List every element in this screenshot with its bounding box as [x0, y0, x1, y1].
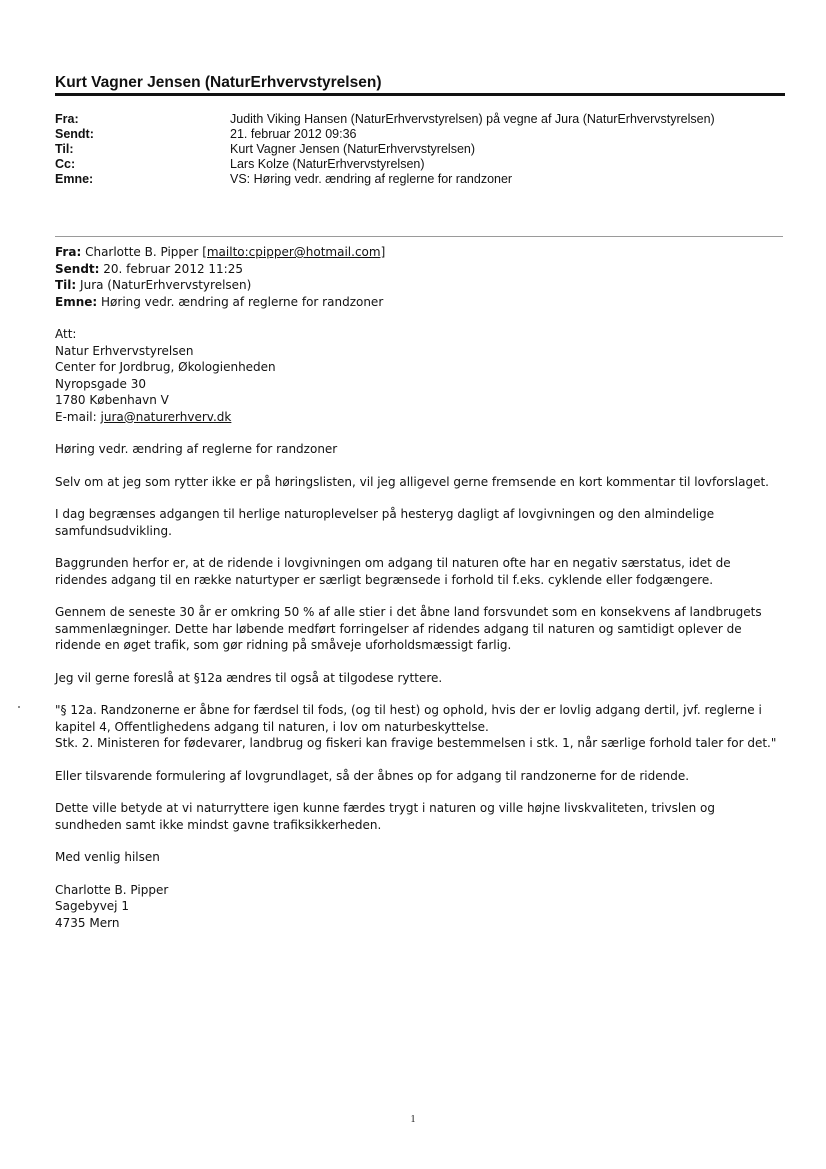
address-line: Natur Erhvervstyrelsen — [55, 343, 194, 358]
header-label: Til: — [55, 142, 74, 156]
email-header — [55, 112, 795, 187]
forwarded-from-value: Charlotte B. Pipper — [85, 245, 199, 259]
forwarded-subject-label: Emne: — [55, 294, 98, 309]
paragraph: Gennem de seneste 30 år er omkring 50 % af alle stier i det åbne land forsvundet som en konsekvens af landbrugets sammenlægninger. Dette har løbende medført forringelser af ridendes adgang til naturen og samtidigt oplever de ridende en øget trafik, som gør ridning på småveje uforholdsmæssigt farlig. — [55, 605, 762, 652]
paragraph: Baggrunden herfor er, at de ridende i lovgivningen om adgang til naturen ofte har en negativ særstatus, idet de ridendes adgang til en række naturtyper er særligt begrænsede i forhold til f.eks. cyklende eller fodgængere. — [55, 556, 731, 587]
header-value: Kurt Vagner Jensen (NaturErhvervstyrelsen) — [230, 142, 476, 156]
quote-line: "§ 12a. Randzonerne er åbne for færdsel til fods, (og til hest) og ophold, hvis der er lovlig adgang dertil, jvf. reglerne i kapitel 4, Offentlighedens adgang til naturen, i lov om naturbeskyttelse. — [55, 703, 762, 734]
header-row-from — [55, 112, 795, 127]
message-body — [55, 244, 780, 931]
paragraph: Høring vedr. ændring af reglerne for randzoner — [55, 442, 338, 456]
forwarded-sent — [55, 261, 780, 278]
address-att: Att: — [55, 327, 77, 341]
forwarded-sent-value: 20. februar 2012 11:25 — [103, 261, 243, 276]
forwarded-header — [55, 244, 780, 310]
header-label: Cc: — [55, 157, 76, 171]
header-row-cc — [55, 157, 795, 172]
email-link[interactable]: jura@naturerhverv.dk — [100, 409, 232, 424]
header-value: 21. februar 2012 09:36 — [230, 127, 357, 141]
signature-line: Sagebyvej 1 — [55, 899, 129, 913]
paragraph: Eller tilsvarende formulering af lovgrundlaget, så der åbnes op for adgang til randzonerne for de ridende. — [55, 768, 690, 783]
header-value: Lars Kolze (NaturErhvervstyrelsen) — [230, 157, 425, 171]
header-label: Emne: — [55, 172, 94, 186]
signature-line: Charlotte B. Pipper — [55, 882, 169, 897]
header-value: Judith Viking Hansen (NaturErhvervstyrelsen) på vegne af Jura (NaturErhvervstyrelsen) — [230, 112, 715, 126]
forwarded-from-label: Fra: — [55, 245, 82, 259]
header-label: Sendt: — [55, 127, 94, 141]
header-label: Fra: — [55, 112, 79, 126]
signature-line: 4735 Mern — [55, 915, 120, 930]
address-block — [55, 326, 780, 425]
address-line: 1780 København V — [55, 393, 169, 407]
separator-line — [55, 236, 783, 237]
signature-block — [55, 882, 780, 932]
law-quote — [55, 702, 780, 752]
paragraph: Jeg vil gerne foreslå at §12a ændres til også at tilgodese ryttere. — [55, 670, 443, 685]
email-label: E-mail: — [55, 409, 97, 424]
header-value: VS: Høring vedr. ændring af reglerne for randzoner — [230, 172, 513, 186]
quote-line: Stk. 2. Ministeren for fødevarer, landbrug og fiskeri kan fravige bestemmelsen i stk. 1, når særlige forhold taler for det." — [55, 736, 777, 750]
paragraph: I dag begrænses adgangen til herlige naturoplevelser på hesteryg dagligt af lovgivningen og den almindelige samfundsudvikling. — [55, 507, 715, 538]
page-number: 1 — [410, 1114, 416, 1125]
forwarded-to — [55, 277, 780, 294]
document-title: Kurt Vagner Jensen (NaturErhvervstyrelsen) — [55, 74, 785, 96]
forwarded-from — [55, 244, 780, 261]
forwarded-sent-label: Sendt: — [55, 261, 100, 276]
address-line: Nyropsgade 30 — [55, 376, 147, 391]
signoff: Med venlig hilsen — [55, 850, 160, 864]
header-row-sent — [55, 127, 795, 142]
header-row-subject — [55, 172, 795, 187]
paragraph: Selv om at jeg som rytter ikke er på høringslisten, vil jeg alligevel gerne fremsende en kort kommentar til lovforslaget. — [55, 474, 769, 489]
mailto-link[interactable]: [mailto:cpipper@hotmail.com] — [202, 245, 386, 259]
paragraph: Dette ville betyde at vi naturryttere igen kunne færdes trygt i naturen og ville højne livskvaliteten, trivslen og sundheden samt ikke mindst gavne trafiksikkerheden. — [55, 801, 715, 832]
forwarded-subject — [55, 294, 780, 311]
header-row-to — [55, 142, 795, 157]
address-email — [55, 409, 780, 426]
forwarded-subject-value: Høring vedr. ændring af reglerne for randzoner — [101, 294, 384, 309]
forwarded-to-value: Jura (NaturErhvervstyrelsen) — [80, 278, 252, 292]
scan-speck — [18, 706, 20, 708]
address-line: Center for Jordbrug, Økologienheden — [55, 360, 276, 374]
forwarded-to-label: Til: — [55, 278, 77, 292]
